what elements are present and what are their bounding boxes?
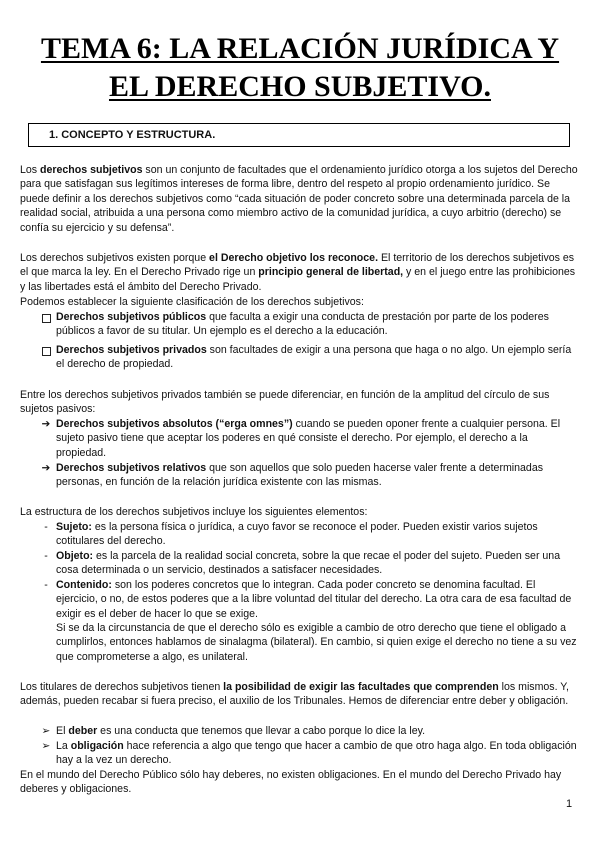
bold-text: principio general de libertad, <box>258 266 404 279</box>
paragraph-private-types-intro: Entre los derechos subjetivos privados también se puede diferenciar, en función de la amplitud del círculo de sus sujetos pasivos: <box>20 389 550 416</box>
text: son facultades de exigir a una persona que haga o no algo. Un ejemplo sería el derecho de propiedad. <box>56 344 572 371</box>
text: y en el juego entre las prohibiciones y las libertades está el ámbito del Derecho Privado. <box>20 266 576 293</box>
paragraph-classification-intro: Podemos establecer la siguiente clasificación de los derechos subjetivos: <box>20 296 364 308</box>
list-item-relative-rights <box>56 461 578 490</box>
paragraph-closing: En el mundo del Derecho Público sólo hay deberes, no existen obligaciones. En el mundo del Derecho Privado hay deberes y obligaciones. <box>20 769 562 796</box>
dash-icon: - <box>44 550 48 562</box>
list-item-object <box>56 549 578 578</box>
list-item-content <box>56 578 578 621</box>
bold-text: Derechos subjetivos relativos <box>56 462 207 474</box>
bold-text: Sujeto: <box>56 521 92 533</box>
checkbox-icon <box>42 347 51 356</box>
text: son los poderes concretos que lo integran. Cada poder concreto se denomina facultad. El ejercicio, o no, de estos poderes que a la libre voluntad del titular del derecho. La otra cara de esa facultad de exigir es el deber de hacer lo que se exige. <box>56 579 572 620</box>
bold-text: Derechos subjetivos públicos <box>56 311 207 323</box>
bold-text: el Derecho objetivo los reconoce. <box>209 252 379 264</box>
text: es una conducta que tenemos que llevar a cabo porque lo dice la ley. <box>97 725 426 737</box>
paragraph-definition <box>20 163 578 235</box>
section-heading: 1. CONCEPTO Y ESTRUCTURA. <box>49 129 216 141</box>
page-number: 1 <box>566 798 573 810</box>
document-title <box>20 30 580 106</box>
list-item-duty <box>56 724 578 738</box>
title-line-1: TEMA 6: LA RELACIÓN JURÍDICA Y <box>40 32 560 65</box>
text: La <box>56 740 71 752</box>
bold-text: Derechos subjetivos absolutos (“erga omnes”) <box>56 418 293 430</box>
list-item-subject <box>56 520 578 549</box>
bold-text: obligación <box>70 740 124 752</box>
paragraph-holders <box>20 680 578 709</box>
text: que faculta a exigir una conducta de prestación por parte de los poderes públicos a favor de su titular. Un ejemplo es el derecho a la educación. <box>56 311 549 338</box>
list-item-obligation <box>56 739 578 768</box>
bold-text: Derechos subjetivos privados <box>56 344 207 356</box>
section-heading-box <box>28 123 570 147</box>
checkbox-icon <box>42 314 51 323</box>
text: los mismos. Y, además, pueden recabar si fuera preciso, el auxilio de los Tribunales. Hemos de diferenciar entre deber y obligación. <box>20 681 569 708</box>
text: Los <box>20 164 41 176</box>
text: El <box>56 725 69 737</box>
list-item-content-continued: Si se da la circunstancia de que el derecho sólo es exigible a cambio de otro derecho que tiene el obligado a cumplirlos, entonces hablamos de sinalagma (bilateral). En cambio, si quien exige el derecho no tiene a su vez que comprometerse a algo, es unilateral. <box>56 622 577 663</box>
dash-icon: - <box>44 579 48 591</box>
bold-text: la posibilidad de exigir las facultades que comprenden <box>223 681 499 693</box>
list-item-private-rights <box>56 343 578 372</box>
bold-text: deber <box>68 725 98 737</box>
text: son un conjunto de facultades que el ordenamiento jurídico otorga a los sujetos del Derecho para que satisfagan sus legítimos intereses de forma libre, dentro del respeto al propio ordenamiento jurídico. Se puede definir a los derechos subjetivos como “cada situación de poder concreto sobre una determinada parcela de la realidad social, atribuida a una persona como miembro activo de la comunidad jurídica, a cuyo arbitrio (derecho) se confía su ejercicio y su defensa”. <box>20 164 578 234</box>
text: es la persona física o jurídica, a cuyo favor se reconoce el poder. Pueden existir varios sujetos cotitulares del derecho. <box>56 521 538 548</box>
text: Los titulares de derechos subjetivos tienen <box>20 681 224 693</box>
arrow-icon: ➔ <box>41 418 51 430</box>
text: que son aquellos que solo pueden hacerse valer frente a determinadas personas, en función de la relación jurídica existente con las mismas. <box>56 462 544 489</box>
bold-text: Contenido: <box>56 579 112 591</box>
text: El territorio de los derechos subjetivos es el que marca la ley. En el Derecho Privado rige un <box>20 252 575 279</box>
text: es la parcela de la realidad social concreta, sobre la que recae el poder del sujeto. Pueden ser una cosa determinada o un servicio, destinados a satisfacer necesidades. <box>56 550 561 577</box>
paragraph-existence <box>20 251 578 294</box>
arrow-icon: ➔ <box>41 462 51 474</box>
bold-text: Objeto: <box>56 550 94 562</box>
text: cuando se pueden oponer frente a cualquier persona. El sujeto pasivo tiene que aceptar los poderes en qué consiste el derecho. Por ejemplo, el derecho a la propiedad. <box>56 418 561 459</box>
bold-text: derechos subjetivos <box>40 164 143 176</box>
dash-icon: - <box>44 521 48 533</box>
title-line-2: EL DERECHO SUBJETIVO. <box>108 70 491 103</box>
text: Los derechos subjetivos existen porque <box>20 252 210 264</box>
list-item-absolute-rights <box>56 417 578 460</box>
arrowhead-icon: ➢ <box>41 725 51 737</box>
list-item-public-rights <box>56 310 578 339</box>
text: hace referencia a algo que tengo que hacer a cambio de que otro haga algo. En toda obligación hay a la vez un derecho. <box>56 740 577 767</box>
arrowhead-icon: ➢ <box>41 740 51 752</box>
paragraph-structure-intro: La estructura de los derechos subjetivos incluye los siguientes elementos: <box>20 506 368 518</box>
